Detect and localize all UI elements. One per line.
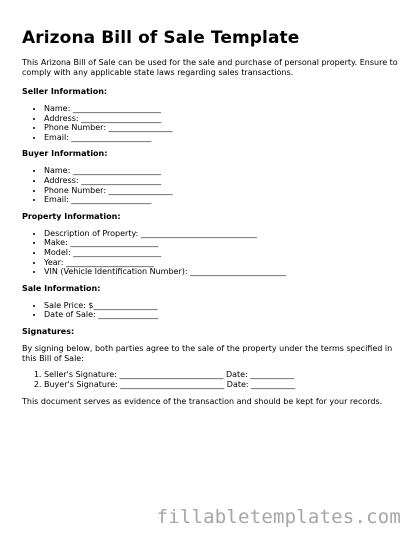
list-item: • Address: ____________________ <box>44 114 402 124</box>
list-item: • Date of Sale: _______________ <box>44 310 402 320</box>
list-item: • Year: ______________________ <box>44 258 402 268</box>
list-item: 1. Seller's Signature: __________________________ Date: ___________ <box>44 370 402 380</box>
list-item: • Email: ____________________ <box>44 133 402 143</box>
list-item: • Phone Number: ________________ <box>44 123 402 133</box>
seller-list <box>22 104 402 142</box>
list-item: • Name: ______________________ <box>44 104 402 114</box>
property-list <box>22 229 402 277</box>
list-item: 2. Buyer's Signature: __________________________ Date: ___________ <box>44 380 402 390</box>
seller-heading: Seller Information: <box>22 87 108 96</box>
list-item: • Model: ______________________ <box>44 248 402 258</box>
signatures-text: By signing below, both parties agree to the sale of the property under the terms specified in this Bill of Sale: <box>22 343 393 363</box>
buyer-heading: Buyer Information: <box>22 149 108 159</box>
signatures-heading: Signatures: <box>22 326 75 336</box>
document <box>22 28 402 407</box>
footer-watermark: fillabletemplates.com <box>156 506 401 528</box>
list-item: • Make: ______________________ <box>44 238 402 248</box>
list-item: • Phone Number: ________________ <box>44 186 402 196</box>
property-heading: Property Information: <box>22 211 121 221</box>
buyer-list <box>22 166 402 204</box>
list-item: • Address: ____________________ <box>44 176 402 186</box>
list-item: • Sale Price: $________________ <box>44 301 402 311</box>
intro-text: This Arizona Bill of Sale can be used for the sale and purchase of personal property. Ensure to comply with any applicable state laws regarding sales transactions. <box>22 58 398 77</box>
list-item: • Email: ____________________ <box>44 195 402 205</box>
list-item: • Description of Property: _____________________________ <box>44 229 402 239</box>
list-item: • Name: ______________________ <box>44 166 402 176</box>
list-item: • VIN (Vehicle Identification Number): ________________________ <box>44 267 402 277</box>
closing-text: This document serves as evidence of the transaction and should be kept for your records. <box>22 397 383 407</box>
sale-heading: Sale Information: <box>22 283 101 293</box>
page-title: Arizona Bill of Sale Template <box>22 28 300 48</box>
signatures-list <box>22 370 402 389</box>
sale-list <box>22 301 402 320</box>
